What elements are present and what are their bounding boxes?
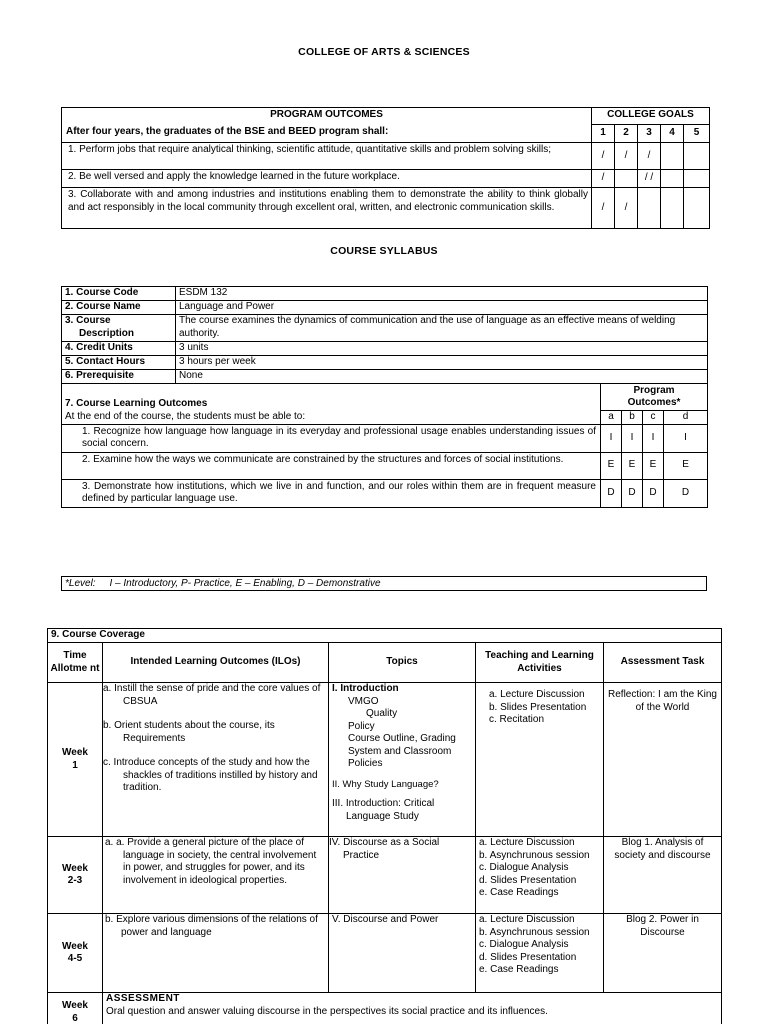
activity-item: b. Slides Presentation bbox=[489, 701, 587, 713]
col-topics: Topics bbox=[329, 643, 476, 683]
assessment-row bbox=[103, 993, 722, 1024]
po-row-text: 2. Be well versed and apply the knowledge learned in the future workplace. bbox=[62, 170, 592, 188]
po-letter: b bbox=[622, 411, 643, 425]
activity-item: b. Asynchrunous session bbox=[479, 926, 590, 938]
po-mark bbox=[615, 170, 638, 188]
activity-item: c. Recitation bbox=[489, 714, 545, 725]
goal-number: 4 bbox=[661, 125, 684, 143]
topic-item: Quality bbox=[366, 708, 398, 719]
activity-item: c. Dialogue Analysis bbox=[479, 939, 569, 950]
po-heading: PROGRAM OUTCOMES bbox=[62, 108, 592, 125]
ilo-item: a. a. Provide a general picture of the place of language in society, the central involvement in power, and struggles for power, and its involvement in ideological properties. bbox=[103, 837, 329, 914]
po-mark bbox=[661, 143, 684, 170]
week-ilos bbox=[103, 683, 329, 837]
po-heading-line2: Outcomes* bbox=[627, 397, 681, 408]
college-title: COLLEGE OF ARTS & SCIENCES bbox=[298, 46, 470, 58]
week-cell bbox=[48, 993, 103, 1024]
po-row-text: 3. Collaborate with and among industries and institutions enabling them to demonstrate the ability to think globally and act responsibly in the local community through excellent oral, written, and electronic communication skills. bbox=[62, 188, 592, 229]
assessment-title: ASSESSMENT bbox=[106, 993, 180, 1004]
field-label bbox=[62, 315, 176, 342]
week-activities bbox=[476, 683, 604, 837]
activity-item: a. Lecture Discussion bbox=[479, 914, 575, 925]
po-mark bbox=[684, 143, 710, 170]
po-subheading: After four years, the graduates of the BSE and BEED program shall: bbox=[62, 125, 592, 143]
topic-item: VMGO bbox=[348, 695, 379, 707]
ilo-item: b. Explore various dimensions of the relations of power and language bbox=[103, 914, 329, 993]
clo-level: E bbox=[643, 452, 664, 479]
college-goals-heading: COLLEGE GOALS bbox=[592, 108, 710, 125]
clo-level: I bbox=[643, 424, 664, 452]
activity-item: c. Dialogue Analysis bbox=[479, 862, 569, 873]
topic-item: Course Outline, Grading System and Classroom Policies bbox=[348, 733, 456, 769]
col-time-allotment: Time Allotme nt bbox=[48, 643, 103, 683]
clo-intro: At the end of the course, the students must be able to: bbox=[62, 411, 601, 425]
topic-ii: II. Why Study Language? bbox=[332, 778, 439, 790]
clo-row-text: 1. Recognize how language how language in its everyday and professional usage enables understanding issues of social concern. bbox=[62, 424, 601, 452]
week-activities bbox=[476, 914, 604, 993]
clo-level: D bbox=[622, 479, 643, 507]
week-label: Week bbox=[62, 862, 88, 874]
ilo-item: b. Orient students about the course, its Requirements bbox=[103, 720, 275, 744]
po-mark: / bbox=[592, 188, 615, 229]
assessment-task: Reflection: I am the King of the World bbox=[604, 683, 722, 837]
week-number: 2-3 bbox=[67, 875, 83, 886]
po-mark: / bbox=[592, 170, 615, 188]
ilo-item: c. Introduce concepts of the study and how the shackles of traditions instilled by history and tradition. bbox=[103, 757, 318, 793]
clo-level: I bbox=[622, 424, 643, 452]
clo-level: E bbox=[664, 452, 708, 479]
activity-item: e. Case Readings bbox=[479, 887, 559, 898]
week-cell bbox=[48, 683, 103, 837]
goal-number: 1 bbox=[592, 125, 615, 143]
course-description-value: The course examines the dynamics of communication and the use of language as an effective means of welding authority. bbox=[176, 315, 708, 342]
po-mark bbox=[661, 188, 684, 229]
clo-level: E bbox=[622, 452, 643, 479]
course-code-value: ESDM 132 bbox=[176, 287, 708, 301]
course-syllabus-table bbox=[61, 286, 708, 508]
week-number: 1 bbox=[72, 759, 78, 771]
prerequisite-value: None bbox=[176, 370, 708, 384]
field-label: 5. Contact Hours bbox=[62, 356, 176, 370]
contact-hours-value: 3 hours per week bbox=[176, 356, 708, 370]
week-cell bbox=[48, 837, 103, 914]
week-cell bbox=[48, 914, 103, 993]
topic-iii: III. Introduction: Critical Language Study bbox=[332, 798, 435, 822]
po-heading-line1: Program bbox=[633, 384, 675, 396]
po-mark: / bbox=[592, 143, 615, 170]
assessment-task: Blog 2. Power in Discourse bbox=[604, 914, 722, 993]
activity-item: b. Asynchrunous session bbox=[479, 849, 590, 861]
activity-item: d. Slides Presentation bbox=[479, 951, 577, 963]
clo-heading: 7. Course Learning Outcomes bbox=[65, 398, 208, 409]
credit-units-value: 3 units bbox=[176, 342, 708, 356]
clo-level: D bbox=[664, 479, 708, 507]
clo-level: D bbox=[601, 479, 622, 507]
field-label-line2: Description bbox=[79, 327, 135, 339]
topic-title: I. Introduction bbox=[332, 683, 399, 694]
col-assessment-task: Assessment Task bbox=[604, 643, 722, 683]
week-activities bbox=[476, 837, 604, 914]
field-label-line1: 3. Course bbox=[65, 315, 111, 326]
course-syllabus-heading: COURSE SYLLABUS bbox=[330, 245, 438, 257]
po-mark: / bbox=[615, 188, 638, 229]
clo-heading-cell bbox=[62, 384, 601, 411]
po-mark bbox=[638, 188, 661, 229]
po-mark bbox=[684, 170, 710, 188]
po-mark: / bbox=[638, 143, 661, 170]
level-legend: *Level: I – Introductory, P- Practice, E – Enabling, D – Demonstrative bbox=[61, 576, 707, 591]
activity-item: e. Case Readings bbox=[479, 964, 559, 975]
clo-level: D bbox=[643, 479, 664, 507]
clo-level: I bbox=[664, 424, 708, 452]
clo-level: I bbox=[601, 424, 622, 452]
po-letter: d bbox=[664, 411, 708, 425]
assessment-task: Blog 1. Analysis of society and discourse bbox=[604, 837, 722, 914]
program-outcomes-table bbox=[61, 107, 710, 229]
activity-item: d. Slides Presentation bbox=[479, 874, 577, 886]
po-letter: a bbox=[601, 411, 622, 425]
clo-row-text: 2. Examine how the ways we communicate are constrained by the structures and forces of social institutions. bbox=[62, 452, 601, 479]
course-coverage-table bbox=[47, 628, 722, 1024]
po-letter: c bbox=[643, 411, 664, 425]
week-label: Week bbox=[62, 1000, 88, 1011]
assessment-text: Oral question and answer valuing discourse in the perspectives its social practice and its influences. bbox=[106, 1005, 548, 1017]
goal-number: 3 bbox=[638, 125, 661, 143]
po-mark bbox=[684, 188, 710, 229]
activity-item: a. Lecture Discussion bbox=[479, 837, 575, 848]
program-outcomes-heading bbox=[601, 384, 708, 411]
ilo-item: a. Instill the sense of pride and the core values of CBSUA bbox=[103, 683, 321, 707]
field-label: 4. Credit Units bbox=[62, 342, 176, 356]
week-topic: V. Discourse and Power bbox=[329, 914, 476, 993]
course-name-value: Language and Power bbox=[176, 301, 708, 315]
col-ilos: Intended Learning Outcomes (ILOs) bbox=[103, 643, 329, 683]
week-label: Week bbox=[62, 940, 88, 952]
week-topic: IV. Discourse as a Social Practice bbox=[329, 837, 476, 914]
po-row-text: 1. Perform jobs that require analytical thinking, scientific attitude, quantitative skills and problem solving skills; bbox=[62, 143, 592, 170]
po-mark: / / bbox=[638, 170, 661, 188]
week-number: 6 bbox=[72, 1012, 78, 1024]
field-label: 1. Course Code bbox=[62, 287, 176, 301]
week-number: 4-5 bbox=[67, 953, 83, 964]
clo-row-text: 3. Demonstrate how institutions, which we live in and function, and our roles within them are in frequent measure defined by particular language use. bbox=[62, 479, 601, 507]
goal-number: 5 bbox=[684, 125, 710, 143]
week-topics bbox=[329, 683, 476, 837]
col-teaching-activities: Teaching and Learning Activities bbox=[476, 643, 604, 683]
po-mark: / bbox=[615, 143, 638, 170]
po-mark bbox=[661, 170, 684, 188]
week-label: Week bbox=[62, 747, 88, 758]
field-label: 6. Prerequisite bbox=[62, 370, 176, 384]
coverage-heading: 9. Course Coverage bbox=[48, 629, 722, 643]
clo-level: E bbox=[601, 452, 622, 479]
topic-item: Policy bbox=[348, 720, 375, 732]
field-label: 2. Course Name bbox=[62, 301, 176, 315]
goal-number: 2 bbox=[615, 125, 638, 143]
activity-item: a. Lecture Discussion bbox=[489, 689, 585, 700]
